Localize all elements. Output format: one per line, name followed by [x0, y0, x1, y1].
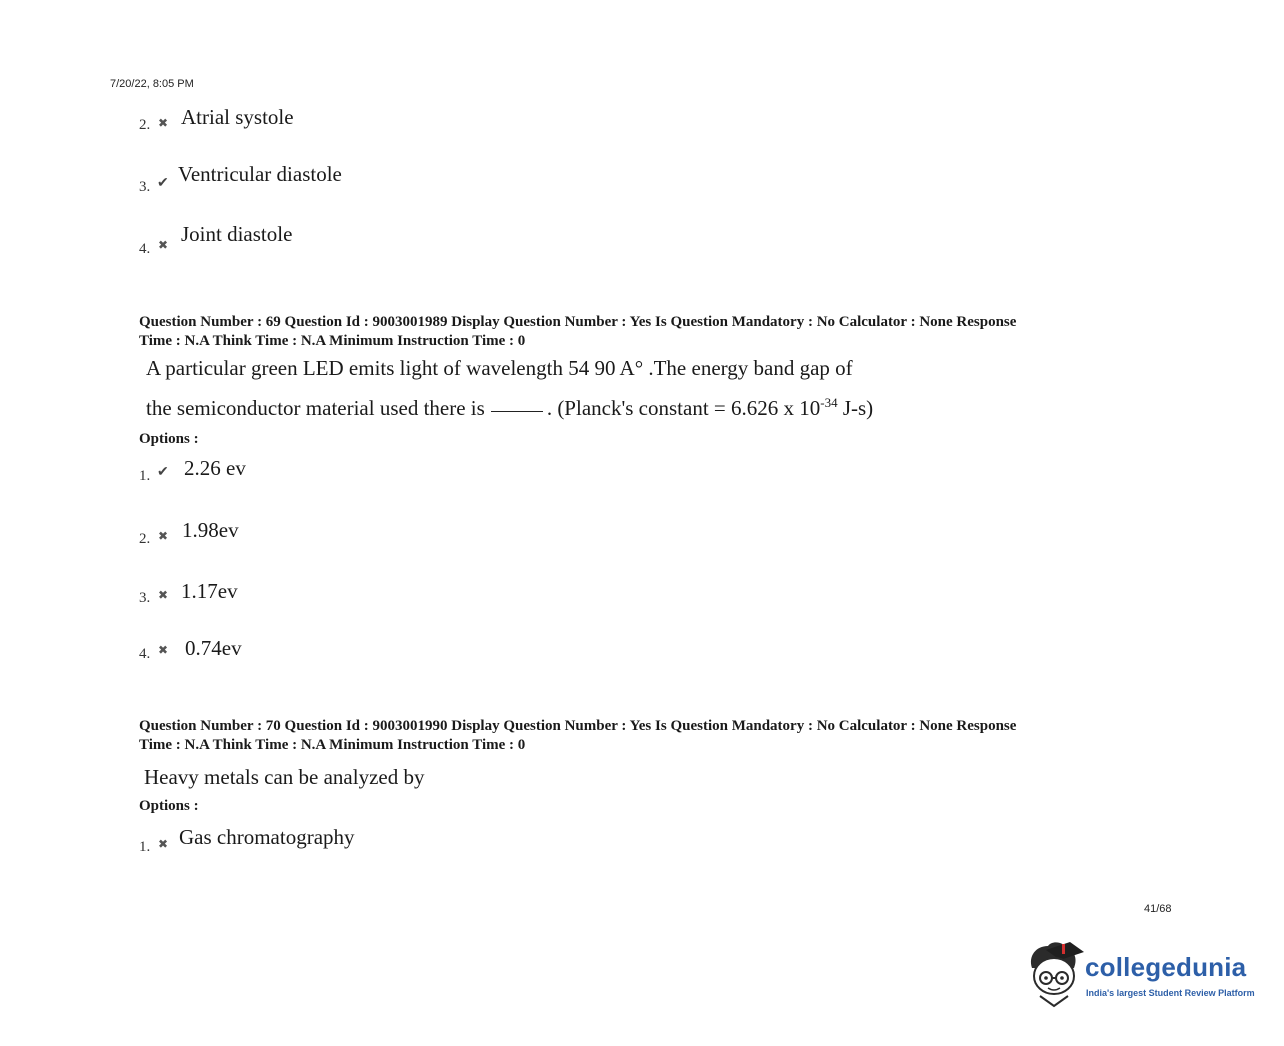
option-text: Gas chromatography	[179, 825, 355, 849]
option-number: 4.	[139, 241, 151, 257]
option-text: 1.17ev	[181, 579, 238, 603]
option-text: 1.98ev	[182, 518, 239, 542]
checkmark-icon: ✔	[157, 176, 169, 191]
option-text: Joint diastole	[181, 222, 293, 246]
answer-blank	[491, 411, 543, 412]
checkmark-icon: ✔	[157, 465, 169, 480]
option-number: 3.	[139, 179, 151, 195]
options-label: Options :	[139, 431, 199, 447]
page-number: 41/68	[1144, 903, 1172, 915]
option-number: 2.	[139, 117, 151, 133]
option-text: 0.74ev	[185, 636, 242, 660]
option-number: 1.	[139, 468, 151, 484]
question-text: A particular green LED emits light of wavelength 54 90 A° .The energy band gap of	[146, 356, 853, 380]
exponent: -34	[820, 395, 838, 410]
option-number: 3.	[139, 590, 151, 606]
option-text: 2.26 ev	[184, 456, 246, 480]
option-number: 2.	[139, 531, 151, 547]
question-meta-line1: Question Number : 70 Question Id : 9003001990 Display Question Number : Yes Is Question Mandatory : No Calculator : None Response	[139, 718, 1017, 734]
brand-name: collegedunia	[1085, 952, 1247, 982]
cross-icon: ✖	[158, 837, 169, 851]
question-text-line2	[146, 395, 873, 421]
question-text: Heavy metals can be analyzed by	[144, 765, 425, 789]
question-meta-line1: Question Number : 69 Question Id : 9003001989 Display Question Number : Yes Is Question Mandatory : No Calculator : None Response	[139, 314, 1017, 330]
cross-icon: ✖	[158, 643, 169, 657]
cross-icon: ✖	[158, 238, 169, 252]
brand-tagline: India's largest Student Review Platform	[1086, 988, 1255, 998]
option-number: 1.	[139, 839, 151, 855]
cross-icon: ✖	[158, 588, 169, 602]
print-timestamp: 7/20/22, 8:05 PM	[110, 78, 194, 90]
options-label: Options :	[139, 798, 199, 814]
question-text-part: the semiconductor material used there is	[146, 396, 485, 420]
option-number: 4.	[139, 646, 151, 662]
question-text-part: . (Planck's constant = 6.626 x 10	[546, 396, 821, 420]
cross-icon: ✖	[158, 529, 169, 543]
question-meta-line2: Time : N.A Think Time : N.A Minimum Instruction Time : 0	[139, 333, 526, 349]
cross-icon: ✖	[158, 116, 169, 130]
question-text-part: J-s)	[837, 396, 874, 420]
option-text: Atrial systole	[181, 105, 294, 129]
mascot-icon	[1022, 938, 1088, 1010]
option-text: Ventricular diastole	[178, 162, 342, 186]
question-meta-line2: Time : N.A Think Time : N.A Minimum Instruction Time : 0	[139, 737, 526, 753]
